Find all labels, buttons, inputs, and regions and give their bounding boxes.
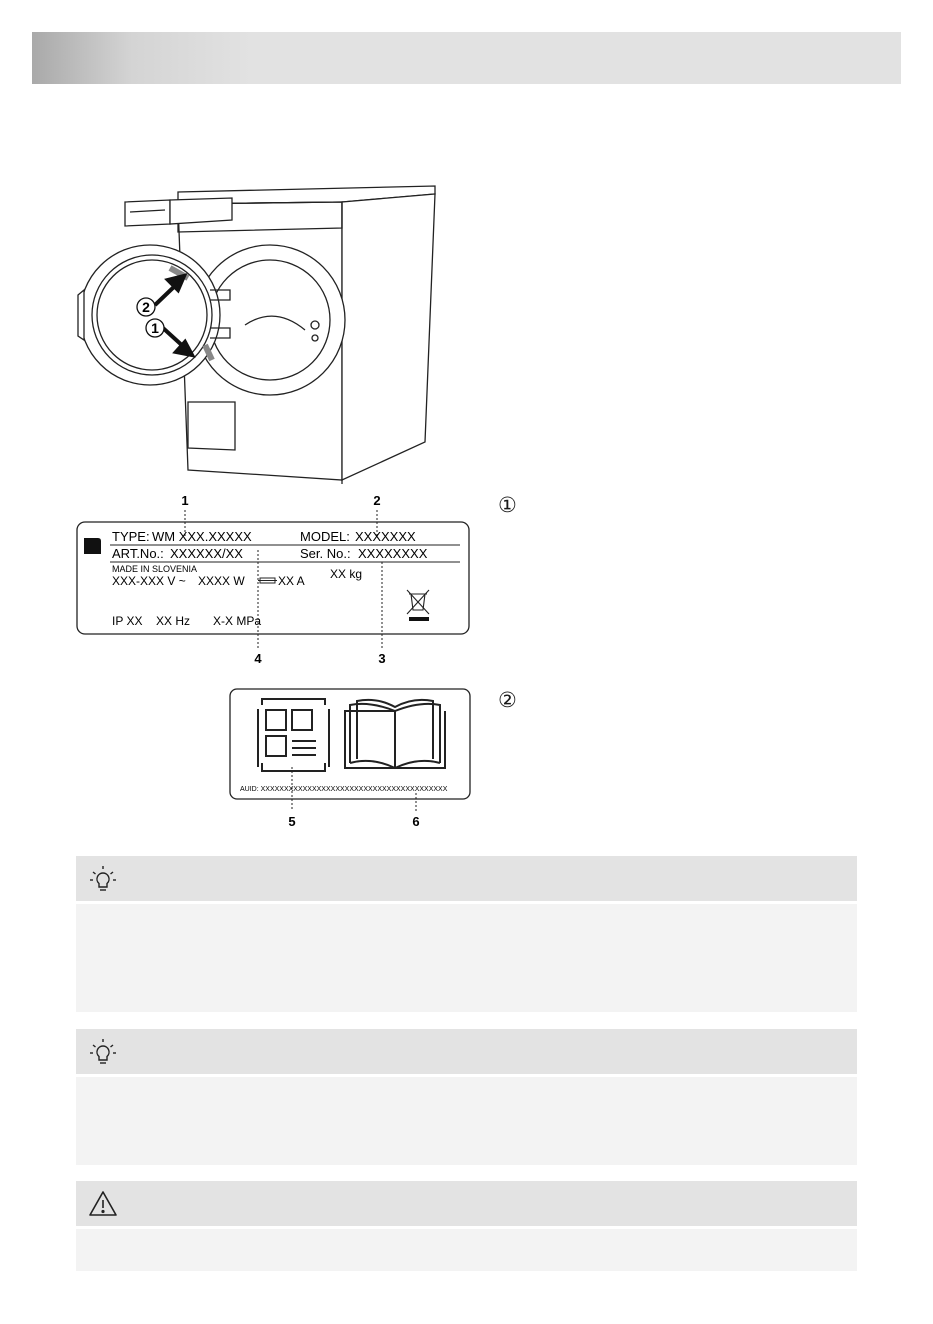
model-value: XXXXXXX xyxy=(355,529,416,544)
ip-rating: IP XX xyxy=(112,614,143,628)
warning-note-header xyxy=(76,1181,857,1226)
plate-callout-2: 2 xyxy=(373,493,381,508)
tip-note-body xyxy=(76,904,857,1012)
tip-note-2 xyxy=(76,1029,857,1165)
type-value: WM XXX.XXXXX xyxy=(152,529,252,544)
aid-callout-6: 6 xyxy=(412,814,420,829)
washing-machine-illustration xyxy=(70,180,450,485)
marker-2: ② xyxy=(498,689,517,712)
plate-callout-1: 1 xyxy=(181,493,189,508)
section-header-bar xyxy=(32,32,901,84)
voltage: XXX-XXX V ~ xyxy=(112,574,186,588)
marker-1: ① xyxy=(498,494,517,517)
plate-callout-4: 4 xyxy=(254,651,262,665)
warning-note-body xyxy=(76,1229,857,1271)
tip-note-1 xyxy=(76,856,857,1012)
lightbulb-icon xyxy=(88,864,118,894)
pressure: X-X MPa xyxy=(213,614,262,628)
made-in: MADE IN SLOVENIA xyxy=(112,564,198,574)
art-value: XXXXXX/XX xyxy=(170,546,243,561)
figure-callout-1: 1 xyxy=(151,320,159,336)
lightbulb-icon xyxy=(88,1037,118,1067)
art-label: ART.No.: xyxy=(112,546,164,561)
brand-logo-icon xyxy=(84,538,101,554)
aid-label xyxy=(220,683,475,833)
ser-value: XXXXXXXX xyxy=(358,546,428,561)
rating-plate xyxy=(70,490,470,665)
plate-callout-3: 3 xyxy=(378,651,386,665)
aid-text: AUID: XXXXXXXXXXXXXXXXXXXXXXXXXXXXXXXXXXXXXXXX xyxy=(240,786,448,793)
tip-note-body xyxy=(76,1077,857,1165)
frequency: XX Hz xyxy=(156,614,191,628)
aid-callout-5: 5 xyxy=(288,814,296,829)
figure-callout-2: 2 xyxy=(142,299,150,315)
model-label: MODEL: xyxy=(300,529,350,544)
current: XX A xyxy=(278,574,305,588)
tip-note-header xyxy=(76,1029,857,1074)
ser-label: Ser. No.: xyxy=(300,546,351,561)
warning-note xyxy=(76,1181,857,1271)
tip-note-header xyxy=(76,856,857,901)
capacity: XX kg xyxy=(330,567,363,581)
warning-triangle-icon xyxy=(88,1189,118,1219)
type-label: TYPE: xyxy=(112,529,150,544)
power: XXXX W xyxy=(198,574,245,588)
